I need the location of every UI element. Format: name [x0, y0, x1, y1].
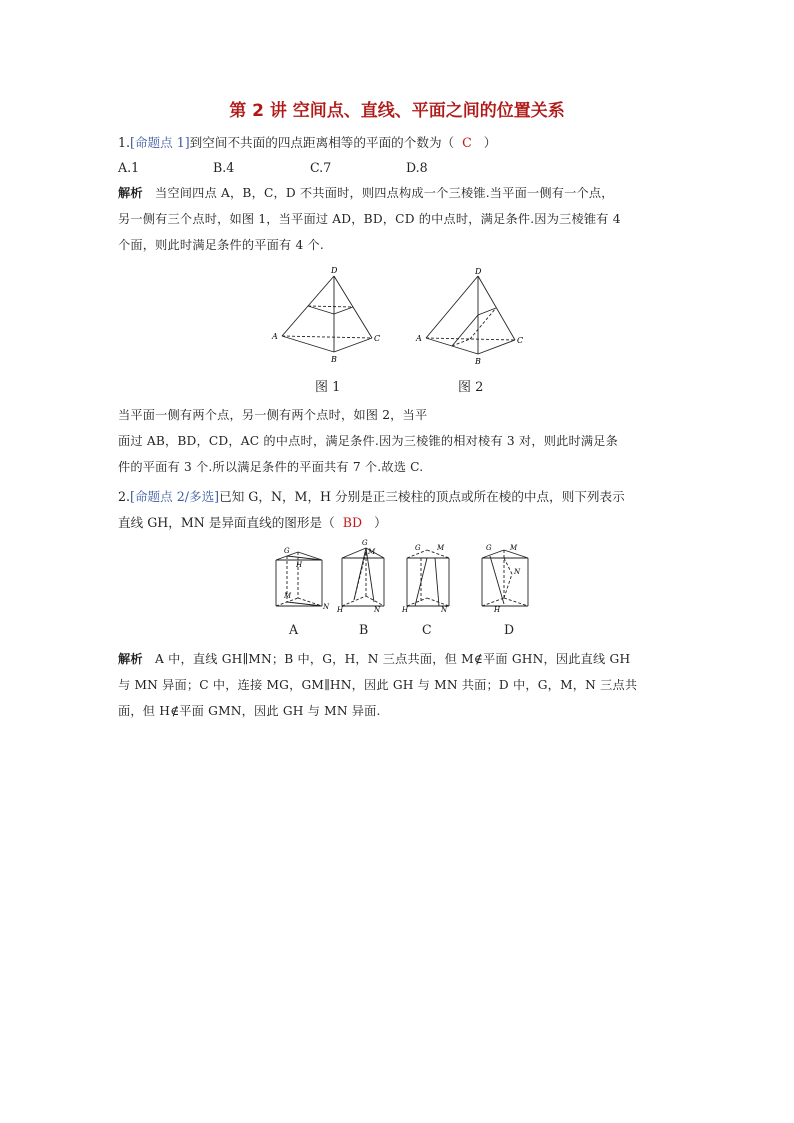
figure-label-b: B: [359, 622, 369, 637]
fig1-label-b: B: [331, 355, 337, 364]
prism-d-label-g: G: [486, 544, 492, 552]
question-2-close: ）: [374, 515, 387, 530]
question-2-stem-line-1: [118, 488, 625, 506]
option-a: A.1: [118, 160, 140, 175]
question-1-stem: 到空间不共面的四点距离相等的平面的个数为（: [189, 135, 455, 150]
figure-label-d: D: [504, 622, 515, 637]
prism-a-label-n: N: [323, 603, 330, 611]
q1-solution-line-1: [118, 184, 614, 202]
option-c: C.7: [310, 160, 332, 175]
question-1-tag: [命题点 1]: [130, 135, 190, 150]
question-1-close: ）: [483, 135, 497, 150]
prism-a-label-g: G: [284, 547, 290, 555]
q1-solution-text-1: 当空间四点 A，B，C，D 不共面时，则四点构成一个三棱锥.当平面一侧有一个点，: [155, 186, 614, 200]
option-d: D.8: [406, 160, 428, 175]
fig2-label-b: B: [475, 357, 481, 366]
question-2-stem-2: 直线 GH，MN 是异面直线的图形是（: [118, 515, 335, 530]
q2-solution-line-1: [118, 650, 630, 668]
fig2-label-c: C: [517, 336, 524, 345]
figure-label-c: C: [422, 622, 432, 637]
prism-figure-a: [272, 542, 332, 614]
q1-solution-line-4: 当平面一侧有两个点，另一侧有两个点时，如图 2，当平: [118, 408, 428, 422]
question-1-answer: C: [462, 135, 472, 150]
question-2-tag: [命题点 2/多选]: [130, 489, 220, 504]
tetrahedron-figure-1: [268, 262, 388, 367]
q1-solution-line-6: 件的平面有 3 个.所以满足条件的平面共有 7 个.故选 C.: [118, 460, 424, 474]
prism-b-label-g: G: [362, 539, 368, 547]
prism-b-label-n: N: [374, 606, 381, 614]
q2-solution-label: 解析: [118, 652, 143, 666]
question-2-stem-1: 已知 G，N，M，H 分别是正三棱柱的顶点或所在棱的中点，则下列表示: [219, 489, 625, 504]
q1-solution-line-2: 另一侧有三个点时，如图 1，当平面过 AD，BD，CD 的中点时，满足条件.因为三棱锥有 4: [118, 212, 621, 226]
fig2-label-d: D: [475, 267, 482, 276]
figure-2-caption: 图 2: [458, 380, 484, 395]
prism-figure-b: [336, 536, 392, 614]
q2-solution-line-3: 面，但 H∉平面 GMN，因此 GH 与 MN 异面.: [118, 704, 381, 718]
prism-d-label-n: N: [514, 568, 521, 576]
prism-d-label-m: M: [510, 544, 518, 552]
page-title: 第 2 讲 空间点、直线、平面之间的位置关系: [229, 101, 565, 121]
question-2-answer: BD: [342, 515, 363, 530]
prism-c-label-m: M: [437, 544, 445, 552]
q2-solution-text-1: A 中，直线 GH∥MN；B 中，G，H，N 三点共面，但 M∉平面 GHN，因此直线 GH: [155, 652, 631, 666]
q2-solution-line-2: 与 MN 异面；C 中，连接 MG，GM∥HN，因此 GH 与 MN 共面；D 中，G，M，N 三点共: [118, 678, 638, 692]
question-2-number: 2.: [118, 489, 131, 504]
tetrahedron-figure-2: [412, 264, 532, 369]
fig2-label-a: A: [416, 334, 422, 343]
prism-a-label-m: M: [284, 592, 292, 600]
q1-solution-label: 解析: [118, 186, 143, 200]
prism-a-label-h: H: [296, 561, 303, 569]
fig1-label-c: C: [374, 334, 381, 343]
option-b: B.4: [213, 160, 235, 175]
q1-solution-line-5: 面过 AB，BD，CD，AC 的中点时，满足条件.因为三棱锥的相对棱有 3 对，则此时满足条: [118, 434, 619, 448]
question-1-stem-line: [118, 134, 496, 152]
prism-b-label-h: H: [337, 606, 344, 614]
figure-1-caption: 图 1: [315, 380, 341, 395]
prism-b-label-m: M: [368, 548, 376, 556]
prism-c-label-h: H: [402, 606, 409, 614]
prism-c-label-g: G: [415, 544, 421, 552]
fig1-label-d: D: [331, 266, 338, 275]
prism-figure-d: [476, 542, 540, 614]
prism-figure-c: [401, 542, 457, 614]
prism-c-label-n: N: [441, 606, 448, 614]
figure-label-a: A: [289, 622, 299, 637]
question-2-stem-line-2: [118, 514, 387, 532]
fig1-label-a: A: [272, 332, 278, 341]
question-1-number: 1.: [118, 135, 131, 150]
q1-solution-line-3: 个面，则此时满足条件的平面有 4 个.: [118, 238, 324, 252]
prism-d-label-h: H: [494, 606, 501, 614]
